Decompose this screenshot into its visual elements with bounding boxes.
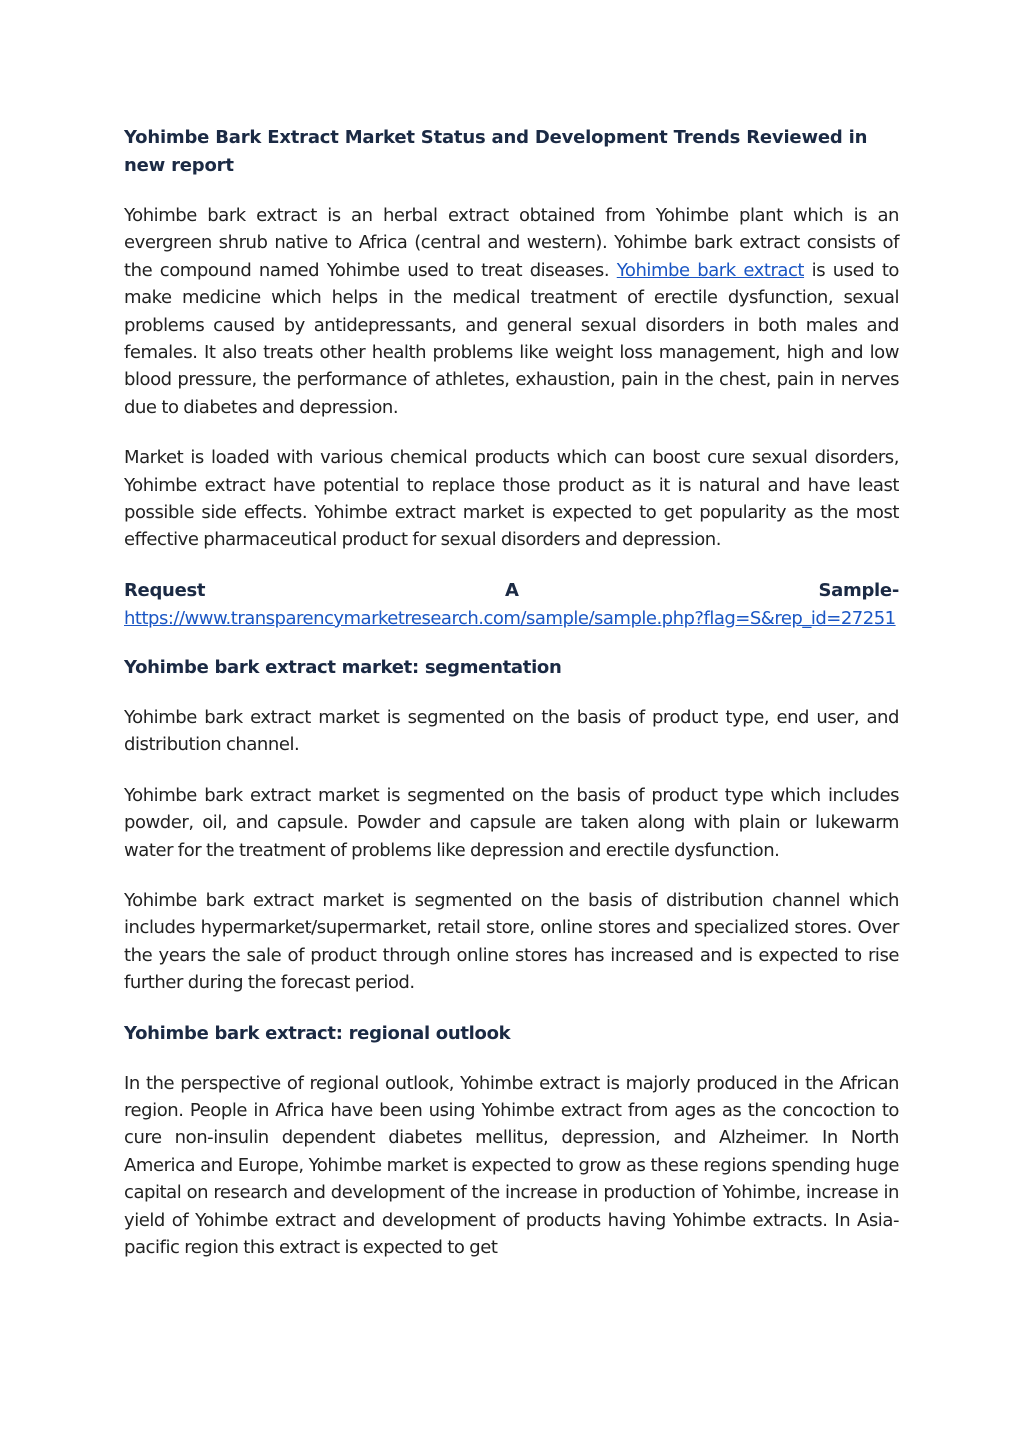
regional-outlook-paragraph: In the perspective of regional outlook, Yohimbe extract is majorly produced in the African region. People in Africa have been using Yohimbe extract from ages as the concoction to cure non-insulin dependent diabetes mellitus, depression, and Alzheimer. In North America and Europe, Yohimbe market is expected to grow as these regions spending huge capital on research and development of the increase in production of Yohimbe, increase in yield of Yohimbe extract and development of products having Yohimbe extracts. In Asia-pacific region this extract is expected to get	[124, 1072, 899, 1258]
sample-word: Sample-	[818, 579, 899, 601]
document-page	[124, 124, 899, 1284]
intro-text-after-link: is used to make medicine which helps in the medical treatment of erectile dysfunction, sexual problems caused by antidepressants, and general sexual disorders in both males and females. It also treats other health problems like weight loss management, high and low blood pressure, the performance of athletes, exhaustion, pain in the chest, pain in nerves due to diabetes and depression.	[124, 259, 899, 418]
segmentation-paragraph-1: Yohimbe bark extract market is segmented on the basis of product type, end user, and distribution channel.	[124, 706, 899, 756]
request-sample-link[interactable]: https://www.transparencymarketresearch.com/sample/sample.php?flag=S&rep_id=27251	[124, 607, 896, 629]
segmentation-paragraph-2: Yohimbe bark extract market is segmented on the basis of product type which includes powder, oil, and capsule. Powder and capsule are taken along with plain or lukewarm water for the treatment of problems like depression and erectile dysfunction.	[124, 784, 899, 861]
request-sample-line	[124, 577, 899, 605]
yohimbe-bark-extract-link[interactable]: Yohimbe bark extract	[616, 259, 805, 281]
segmentation-paragraph-3: Yohimbe bark extract market is segmented on the basis of distribution channel which includes hypermarket/supermarket, retail store, online stores and specialized stores. Over the years the sale of product through online stores has increased and is expected to rise further during the forecast period.	[124, 889, 899, 994]
intro-text-before-link: Yohimbe bark extract is an herbal extract obtained from Yohimbe plant which is an evergreen shrub native to Africa (central and western). Yohimbe bark extract consists of the compound named Yohimbe used to treat diseases.	[124, 205, 899, 281]
document-title: Yohimbe Bark Extract Market Status and Development Trends Reviewed in new report	[124, 127, 868, 176]
regional-outlook-heading: Yohimbe bark extract: regional outlook	[124, 1022, 511, 1044]
request-word: Request	[124, 579, 206, 601]
segmentation-heading: Yohimbe bark extract market: segmentation	[124, 656, 562, 678]
a-word: A	[505, 579, 519, 601]
intro-paragraph	[124, 202, 899, 421]
market-paragraph: Market is loaded with various chemical products which can boost cure sexual disorders, Yohimbe extract have potential to replace those product as it is natural and have least possible side effects. Yohimbe extract market is expected to get popularity as the most effective pharmaceutical product for sexual disorders and depression.	[124, 447, 899, 551]
